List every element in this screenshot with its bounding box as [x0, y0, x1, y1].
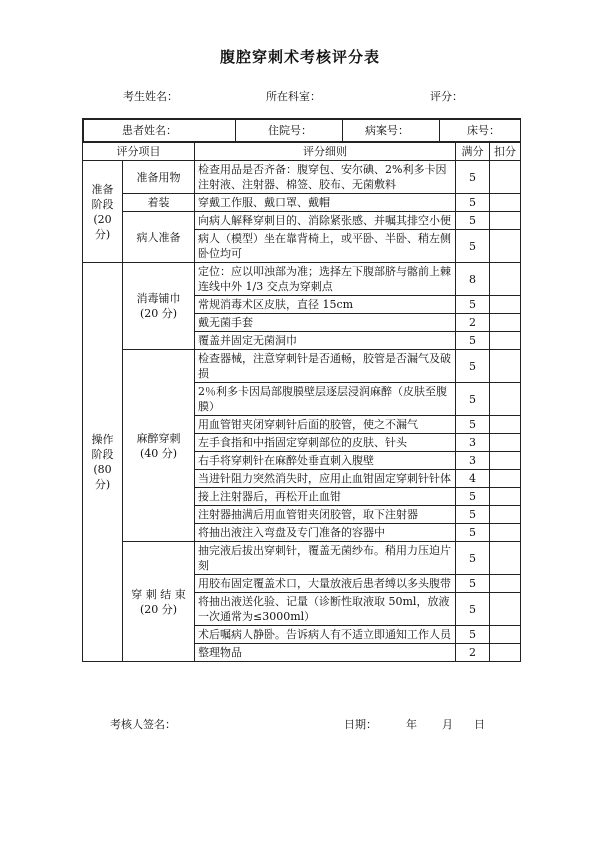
criterion-detail: 术后嘱病人静卧。告诉病人有不适立即通知工作人员	[195, 626, 456, 644]
criterion-detail: 2％利多卡因局部腹膜壁层逐层浸润麻醉（皮肤至腹膜）	[195, 383, 456, 416]
group-name-disinfection	[123, 263, 195, 350]
deduct-cell[interactable]	[490, 332, 521, 350]
section-label-line: 阶段	[91, 448, 114, 461]
deduct-cell[interactable]	[490, 626, 521, 644]
deduct-cell[interactable]	[490, 350, 521, 383]
score-label: 评分：	[430, 90, 463, 103]
scoring-table	[82, 118, 521, 662]
group-name: 准备用物	[123, 161, 195, 194]
criterion-detail: 戴无菌手套	[195, 314, 456, 332]
deduct-cell[interactable]	[490, 161, 521, 194]
group-name-line: (20 分)	[139, 307, 178, 320]
group-name-puncture-end	[123, 542, 195, 662]
deduct-cell[interactable]	[490, 296, 521, 314]
deduct-cell[interactable]	[490, 434, 521, 452]
deduct-cell[interactable]	[490, 194, 521, 212]
patient-info-row	[83, 119, 521, 143]
criterion-detail: 整理物品	[195, 644, 456, 662]
deduct-cell[interactable]	[490, 212, 521, 230]
criterion-detail: 检查器械，注意穿刺针是否通畅，胶管是否漏气及破损	[195, 350, 456, 383]
section-label-prep	[83, 161, 123, 263]
full-score: 5	[456, 383, 490, 416]
column-header-full: 满分	[456, 143, 490, 161]
section-label-line: 阶段	[91, 197, 114, 211]
full-score: 4	[456, 470, 490, 488]
column-header-item: 评分项目	[83, 143, 195, 161]
bed-number-label: 床号：	[440, 120, 521, 142]
deduct-cell[interactable]	[490, 524, 521, 542]
full-score: 5	[456, 212, 490, 230]
group-name-line: 麻醉穿刺	[136, 431, 181, 445]
deduct-cell[interactable]	[490, 416, 521, 434]
criterion-detail: 穿戴工作服、戴口罩、戴帽	[195, 194, 456, 212]
full-score: 3	[456, 434, 490, 452]
deduct-cell[interactable]	[490, 488, 521, 506]
month-label: 月	[442, 718, 453, 731]
full-score: 5	[456, 230, 490, 263]
full-score: 5	[456, 524, 490, 542]
group-name-line: (20 分)	[139, 602, 178, 616]
deduct-cell[interactable]	[490, 542, 521, 575]
deduct-cell[interactable]	[490, 230, 521, 263]
full-score: 2	[456, 314, 490, 332]
criterion-detail: 接上注射器后，再松开止血钳	[195, 488, 456, 506]
deduct-cell[interactable]	[490, 506, 521, 524]
full-score: 5	[456, 161, 490, 194]
criterion-detail: 注射器抽满后用血管钳夹闭胶管，取下注射器	[195, 506, 456, 524]
group-name: 病人准备	[123, 212, 195, 263]
criterion-detail: 抽完液后拔出穿刺针，覆盖无菌纱布。稍用力压迫片刻	[195, 542, 456, 575]
hospital-number-label: 住院号：	[236, 120, 343, 142]
section-label-line: 准备	[91, 182, 114, 196]
criterion-detail: 覆盖并固定无菌洞巾	[195, 332, 456, 350]
criterion-detail: 将抽出液注入弯盘及专门准备的容器中	[195, 524, 456, 542]
criterion-detail: 用胶布固定覆盖术口，大量放液后患者缚以多头腹带	[195, 575, 456, 593]
section-label-line: 分)	[94, 227, 111, 241]
day-label: 日	[474, 718, 485, 731]
column-header-detail: 评分细则	[195, 143, 456, 161]
full-score: 5	[456, 332, 490, 350]
full-score: 5	[456, 542, 490, 575]
deduct-cell[interactable]	[490, 470, 521, 488]
deduct-cell[interactable]	[490, 575, 521, 593]
group-name-line: 穿 刺 结 束	[131, 587, 186, 601]
full-score: 8	[456, 263, 490, 296]
group-name-anesthesia	[123, 350, 195, 542]
deduct-cell[interactable]	[490, 383, 521, 416]
section-label-line: (80	[93, 463, 112, 476]
criterion-detail: 将抽出液送化验、记量（诊断性取液取 50ml，放液一次通常为≤3000ml）	[195, 593, 456, 626]
full-score: 5	[456, 296, 490, 314]
criterion-detail: 向病人解释穿刺目的、消除紧张感、并嘱其排空小便	[195, 212, 456, 230]
record-number-label: 病案号：	[343, 120, 440, 142]
full-score: 5	[456, 593, 490, 626]
page-title: 腹腔穿刺术考核评分表	[219, 48, 380, 66]
group-name: 着装	[123, 194, 195, 212]
full-score: 5	[456, 488, 490, 506]
criterion-detail: 病人（模型）坐在靠背椅上，或平卧、半卧、稍左侧卧位均可	[195, 230, 456, 263]
full-score: 5	[456, 194, 490, 212]
deduct-cell[interactable]	[490, 263, 521, 296]
department-label: 所在科室：	[266, 90, 321, 103]
deduct-cell[interactable]	[490, 314, 521, 332]
full-score: 5	[456, 626, 490, 644]
deduct-cell[interactable]	[490, 644, 521, 662]
section-label-line: (20	[93, 212, 112, 226]
section-label-line: 分)	[94, 478, 111, 491]
criterion-detail: 常规消毒术区皮肤，直径 15cm	[195, 296, 456, 314]
deduct-cell[interactable]	[490, 452, 521, 470]
date-label: 日期：	[344, 718, 377, 731]
full-score: 5	[456, 506, 490, 524]
criterion-detail: 检查用品是否齐备：腹穿包、安尔碘、2%利多卡因注射液、注射器、棉签、胶布、无菌敷料	[195, 161, 456, 194]
criterion-detail: 左手食指和中指固定穿刺部位的皮肤、针头	[195, 434, 456, 452]
patient-name-label: 患者姓名：	[84, 120, 236, 142]
full-score: 2	[456, 644, 490, 662]
criterion-detail: 当进针阻力突然消失时，应用止血钳固定穿刺针针体	[195, 470, 456, 488]
full-score: 5	[456, 575, 490, 593]
full-score: 5	[456, 416, 490, 434]
criterion-detail: 右手将穿刺针在麻醉处垂直刺入腹壁	[195, 452, 456, 470]
criterion-detail: 定位：应以叩浊部为准；选择左下腹部脐与髂前上棘连线中外 1/3 交点为穿刺点	[195, 263, 456, 296]
examinee-name-label: 考生姓名：	[123, 90, 178, 103]
criterion-detail: 用血管钳夹闭穿刺针后面的胶管，使之不漏气	[195, 416, 456, 434]
column-header-deduct: 扣分	[490, 143, 521, 161]
group-name-line: 消毒铺巾	[136, 292, 181, 305]
deduct-cell[interactable]	[490, 593, 521, 626]
section-label-operation	[83, 263, 123, 662]
section-label-line: 操作	[91, 433, 114, 446]
signer-label: 考核人签名：	[110, 718, 176, 731]
year-label: 年	[406, 718, 417, 731]
full-score: 3	[456, 452, 490, 470]
full-score: 5	[456, 350, 490, 383]
group-name-line: (40 分)	[139, 446, 178, 460]
